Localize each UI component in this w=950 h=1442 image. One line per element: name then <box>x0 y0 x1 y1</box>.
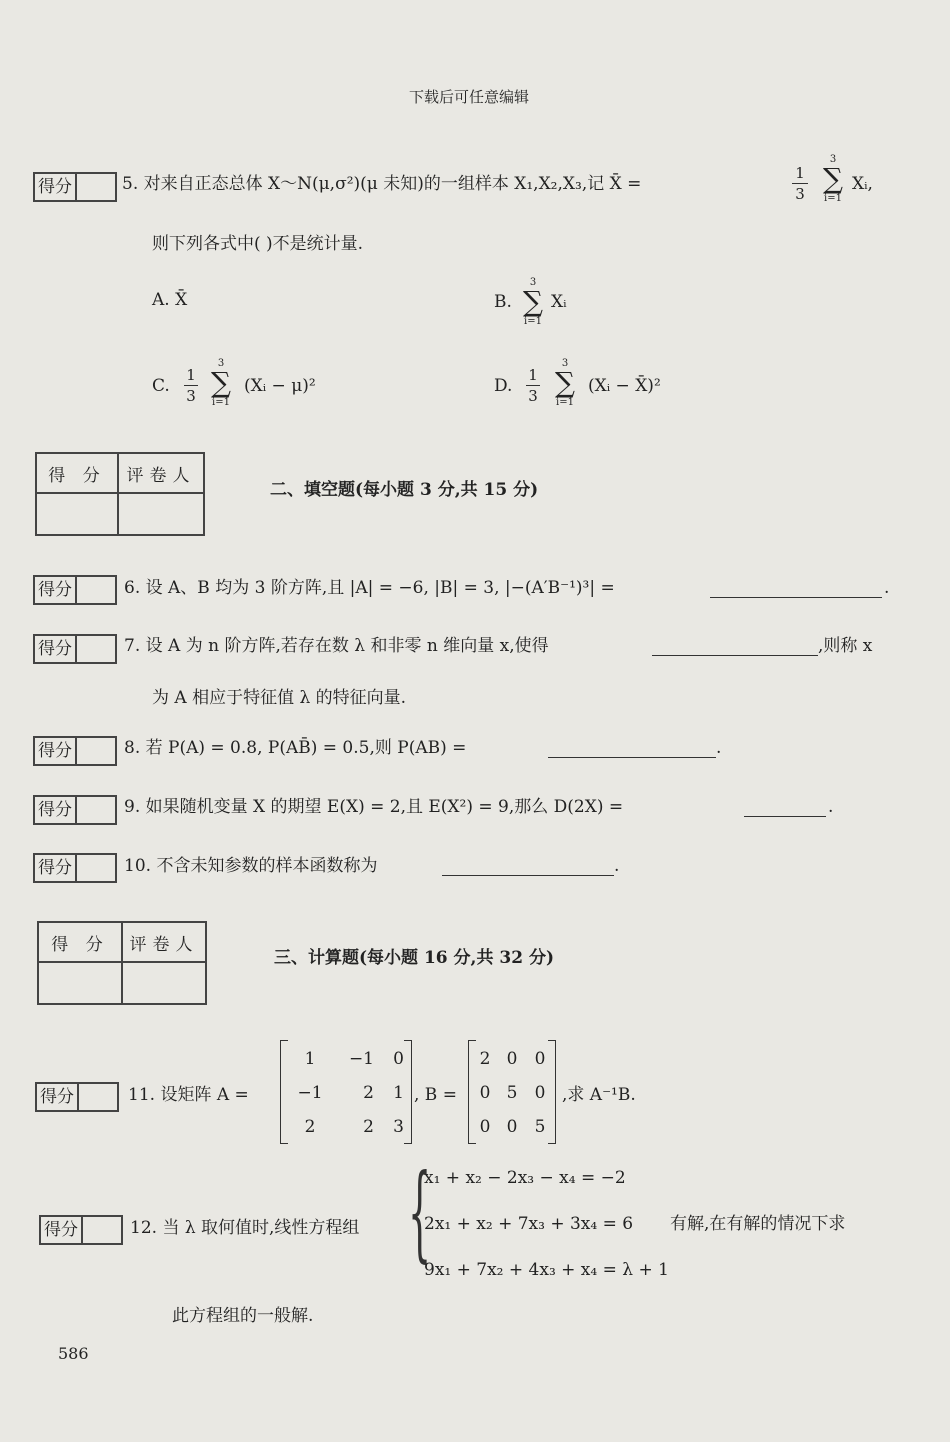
q5-option-d-label: D. <box>494 376 513 396</box>
frac-num: 1 <box>528 366 538 384</box>
sum-top: 3 <box>217 358 225 369</box>
q12-line2: 此方程组的一般解. <box>172 1306 314 1326</box>
score-box-q10 <box>33 853 117 883</box>
score-label: 得分 <box>37 1084 79 1110</box>
q5-option-c-label: C. <box>152 376 170 396</box>
grader-cell[interactable] <box>122 962 206 1004</box>
frac-num: 1 <box>186 366 196 384</box>
q7-answer-blank[interactable] <box>652 655 818 656</box>
sum-top: 3 <box>561 358 569 369</box>
matrix-a-cell: 0 <box>393 1049 404 1069</box>
q8-text: 8. 若 P(A) = 0.8, P(AB̄) = 0.5,则 P(AB) = <box>124 738 467 758</box>
q5-frac-den: 3 <box>795 185 805 203</box>
matrix-a-right-bracket <box>404 1040 412 1144</box>
matrix-b <box>472 1042 554 1144</box>
score-box-q6 <box>33 575 117 605</box>
q5-option-c-expr: (Xᵢ − μ)² <box>244 376 316 396</box>
matrix-a-cell: −1 <box>297 1083 323 1103</box>
grader-header: 评卷人 <box>122 922 206 962</box>
score-box-q8 <box>33 736 117 766</box>
q6-answer-blank[interactable] <box>710 597 882 598</box>
matrix-b-cell: 0 <box>479 1083 491 1103</box>
matrix-a-row-2 <box>290 1076 408 1110</box>
q9-end: . <box>828 797 834 817</box>
sum-bottom: i=1 <box>556 397 574 408</box>
score-box-q5 <box>33 172 117 202</box>
download-note: 下载后可任意编辑 <box>409 88 530 106</box>
frac-den: 3 <box>528 387 538 405</box>
q10-answer-blank[interactable] <box>442 875 614 876</box>
score-label: 得分 <box>35 577 77 603</box>
matrix-b-cell: 2 <box>479 1049 491 1069</box>
matrix-b-row-3 <box>472 1110 554 1144</box>
q11-mid: , B = <box>414 1085 457 1105</box>
sum-top: 3 <box>529 277 537 288</box>
frac-den: 3 <box>186 387 196 405</box>
matrix-b-cell: 5 <box>506 1083 518 1103</box>
matrix-a-cell: 3 <box>393 1117 404 1137</box>
left-brace-icon: { <box>408 1151 432 1273</box>
matrix-b-row-1 <box>472 1042 554 1076</box>
q6-text: 6. 设 A、B 均为 3 阶方阵,且 |A| = −6, |B| = 3, |−(A′B⁻¹)³| = <box>124 578 615 598</box>
q12-equation-1: x₁ + x₂ − 2x₃ − x₄ = −2 <box>424 1168 626 1188</box>
q7-line2: 为 A 相应于特征值 λ 的特征向量. <box>152 688 407 708</box>
matrix-a-cell: 2 <box>304 1117 316 1137</box>
q9-answer-blank[interactable] <box>744 816 826 817</box>
score-label: 得分 <box>35 738 77 764</box>
sigma-icon: ∑ <box>555 366 575 399</box>
score-box-q7 <box>33 634 117 664</box>
q5-sum-tail: Xᵢ, <box>852 174 873 194</box>
matrix-a-row-1 <box>290 1042 408 1076</box>
matrix-b-right-bracket <box>548 1040 556 1144</box>
matrix-b-cell: 0 <box>479 1117 491 1137</box>
matrix-b-cell: 0 <box>506 1117 518 1137</box>
matrix-b-row-2 <box>472 1076 554 1110</box>
q9-text: 9. 如果随机变量 X 的期望 E(X) = 2,且 E(X²) = 9,那么 D(2X) = <box>124 797 624 817</box>
q10-end: . <box>614 856 620 876</box>
matrix-b-cell: 0 <box>534 1083 546 1103</box>
q12-prefix: 12. 当 λ 取何值时,线性方程组 <box>130 1218 360 1238</box>
sum-bottom: i=1 <box>824 193 842 204</box>
score-label: 得分 <box>35 855 77 881</box>
score-box-q12 <box>39 1215 123 1245</box>
matrix-a-row-3 <box>290 1110 408 1144</box>
grader-cell[interactable] <box>118 493 204 535</box>
q8-end: . <box>716 738 722 758</box>
q5-option-d-expr: (Xᵢ − X̄)² <box>588 376 661 396</box>
q6-end: . <box>884 578 890 598</box>
score-header: 得 分 <box>38 922 122 962</box>
page-number: 586 <box>58 1344 89 1363</box>
fraction-bar <box>184 385 198 386</box>
score-label: 得分 <box>35 636 77 662</box>
q5-option-b-expr: Xᵢ <box>551 292 567 312</box>
grader-table-section2 <box>35 452 205 536</box>
section3-title: 三、计算题(每小题 16 分,共 32 分) <box>274 948 554 968</box>
sigma-icon: ∑ <box>523 285 543 318</box>
sum-bottom: i=1 <box>524 316 542 327</box>
score-cell[interactable] <box>36 493 118 535</box>
score-cell[interactable] <box>38 962 122 1004</box>
grader-table-section3 <box>37 921 207 1005</box>
q12-equation-system <box>424 1170 669 1308</box>
q11-prefix: 11. 设矩阵 A = <box>128 1085 249 1105</box>
q5-line2: 则下列各式中( )不是统计量. <box>152 234 364 254</box>
q12-equation-3: 9x₁ + 7x₂ + 4x₃ + x₄ = λ + 1 <box>424 1260 669 1280</box>
matrix-a <box>290 1042 408 1144</box>
q5-option-a: A. X̄ <box>152 290 188 310</box>
matrix-a-left-bracket <box>280 1040 288 1144</box>
score-label: 得分 <box>35 797 77 823</box>
score-box-q9 <box>33 795 117 825</box>
score-label: 得分 <box>41 1217 83 1243</box>
matrix-a-cell: 2 <box>363 1117 374 1137</box>
q5-frac-num: 1 <box>795 164 805 182</box>
q8-answer-blank[interactable] <box>548 757 716 758</box>
q11-suffix: ,求 A⁻¹B. <box>562 1085 636 1105</box>
matrix-b-cell: 0 <box>534 1049 546 1069</box>
q10-text: 10. 不含未知参数的样本函数称为 <box>124 856 378 876</box>
q5-sum <box>818 154 848 204</box>
q5-option-d-fraction <box>526 366 540 405</box>
q5-option-c-fraction <box>184 366 198 405</box>
q5-option-b-sum <box>518 277 548 327</box>
q5-fraction <box>792 164 808 203</box>
matrix-a-cell: 1 <box>393 1083 404 1103</box>
q12-equation-2: 2x₁ + x₂ + 7x₃ + 3x₄ = 6 <box>424 1214 634 1234</box>
sigma-icon: ∑ <box>823 162 843 195</box>
grader-header: 评卷人 <box>118 453 204 493</box>
q7-end: ,则称 x <box>818 636 873 656</box>
matrix-b-cell: 5 <box>534 1117 546 1137</box>
q12-suffix: 有解,在有解的情况下求 <box>670 1214 846 1234</box>
matrix-b-cell: 0 <box>506 1049 518 1069</box>
matrix-a-cell: 2 <box>363 1083 374 1103</box>
sum-bottom: i=1 <box>212 397 230 408</box>
q5-text: 5. 对来自正态总体 X～N(μ,σ²)(μ 未知)的一组样本 X₁,X₂,X₃,记 X̄ = <box>122 174 642 194</box>
fraction-bar <box>792 183 808 184</box>
section2-title: 二、填空题(每小题 3 分,共 15 分) <box>270 480 539 500</box>
matrix-a-cell: −1 <box>348 1049 374 1069</box>
score-box-q11 <box>35 1082 119 1112</box>
fraction-bar <box>526 385 540 386</box>
q5-option-d-sum <box>550 358 580 408</box>
sum-top: 3 <box>829 154 837 165</box>
matrix-a-cell: 1 <box>304 1049 316 1069</box>
sigma-icon: ∑ <box>211 366 231 399</box>
score-label: 得分 <box>35 174 77 200</box>
q5-option-b-label: B. <box>494 292 512 312</box>
score-header: 得 分 <box>36 453 118 493</box>
q5-option-c-sum <box>206 358 236 408</box>
q7-text: 7. 设 A 为 n 阶方阵,若存在数 λ 和非零 n 维向量 x,使得 <box>124 636 549 656</box>
